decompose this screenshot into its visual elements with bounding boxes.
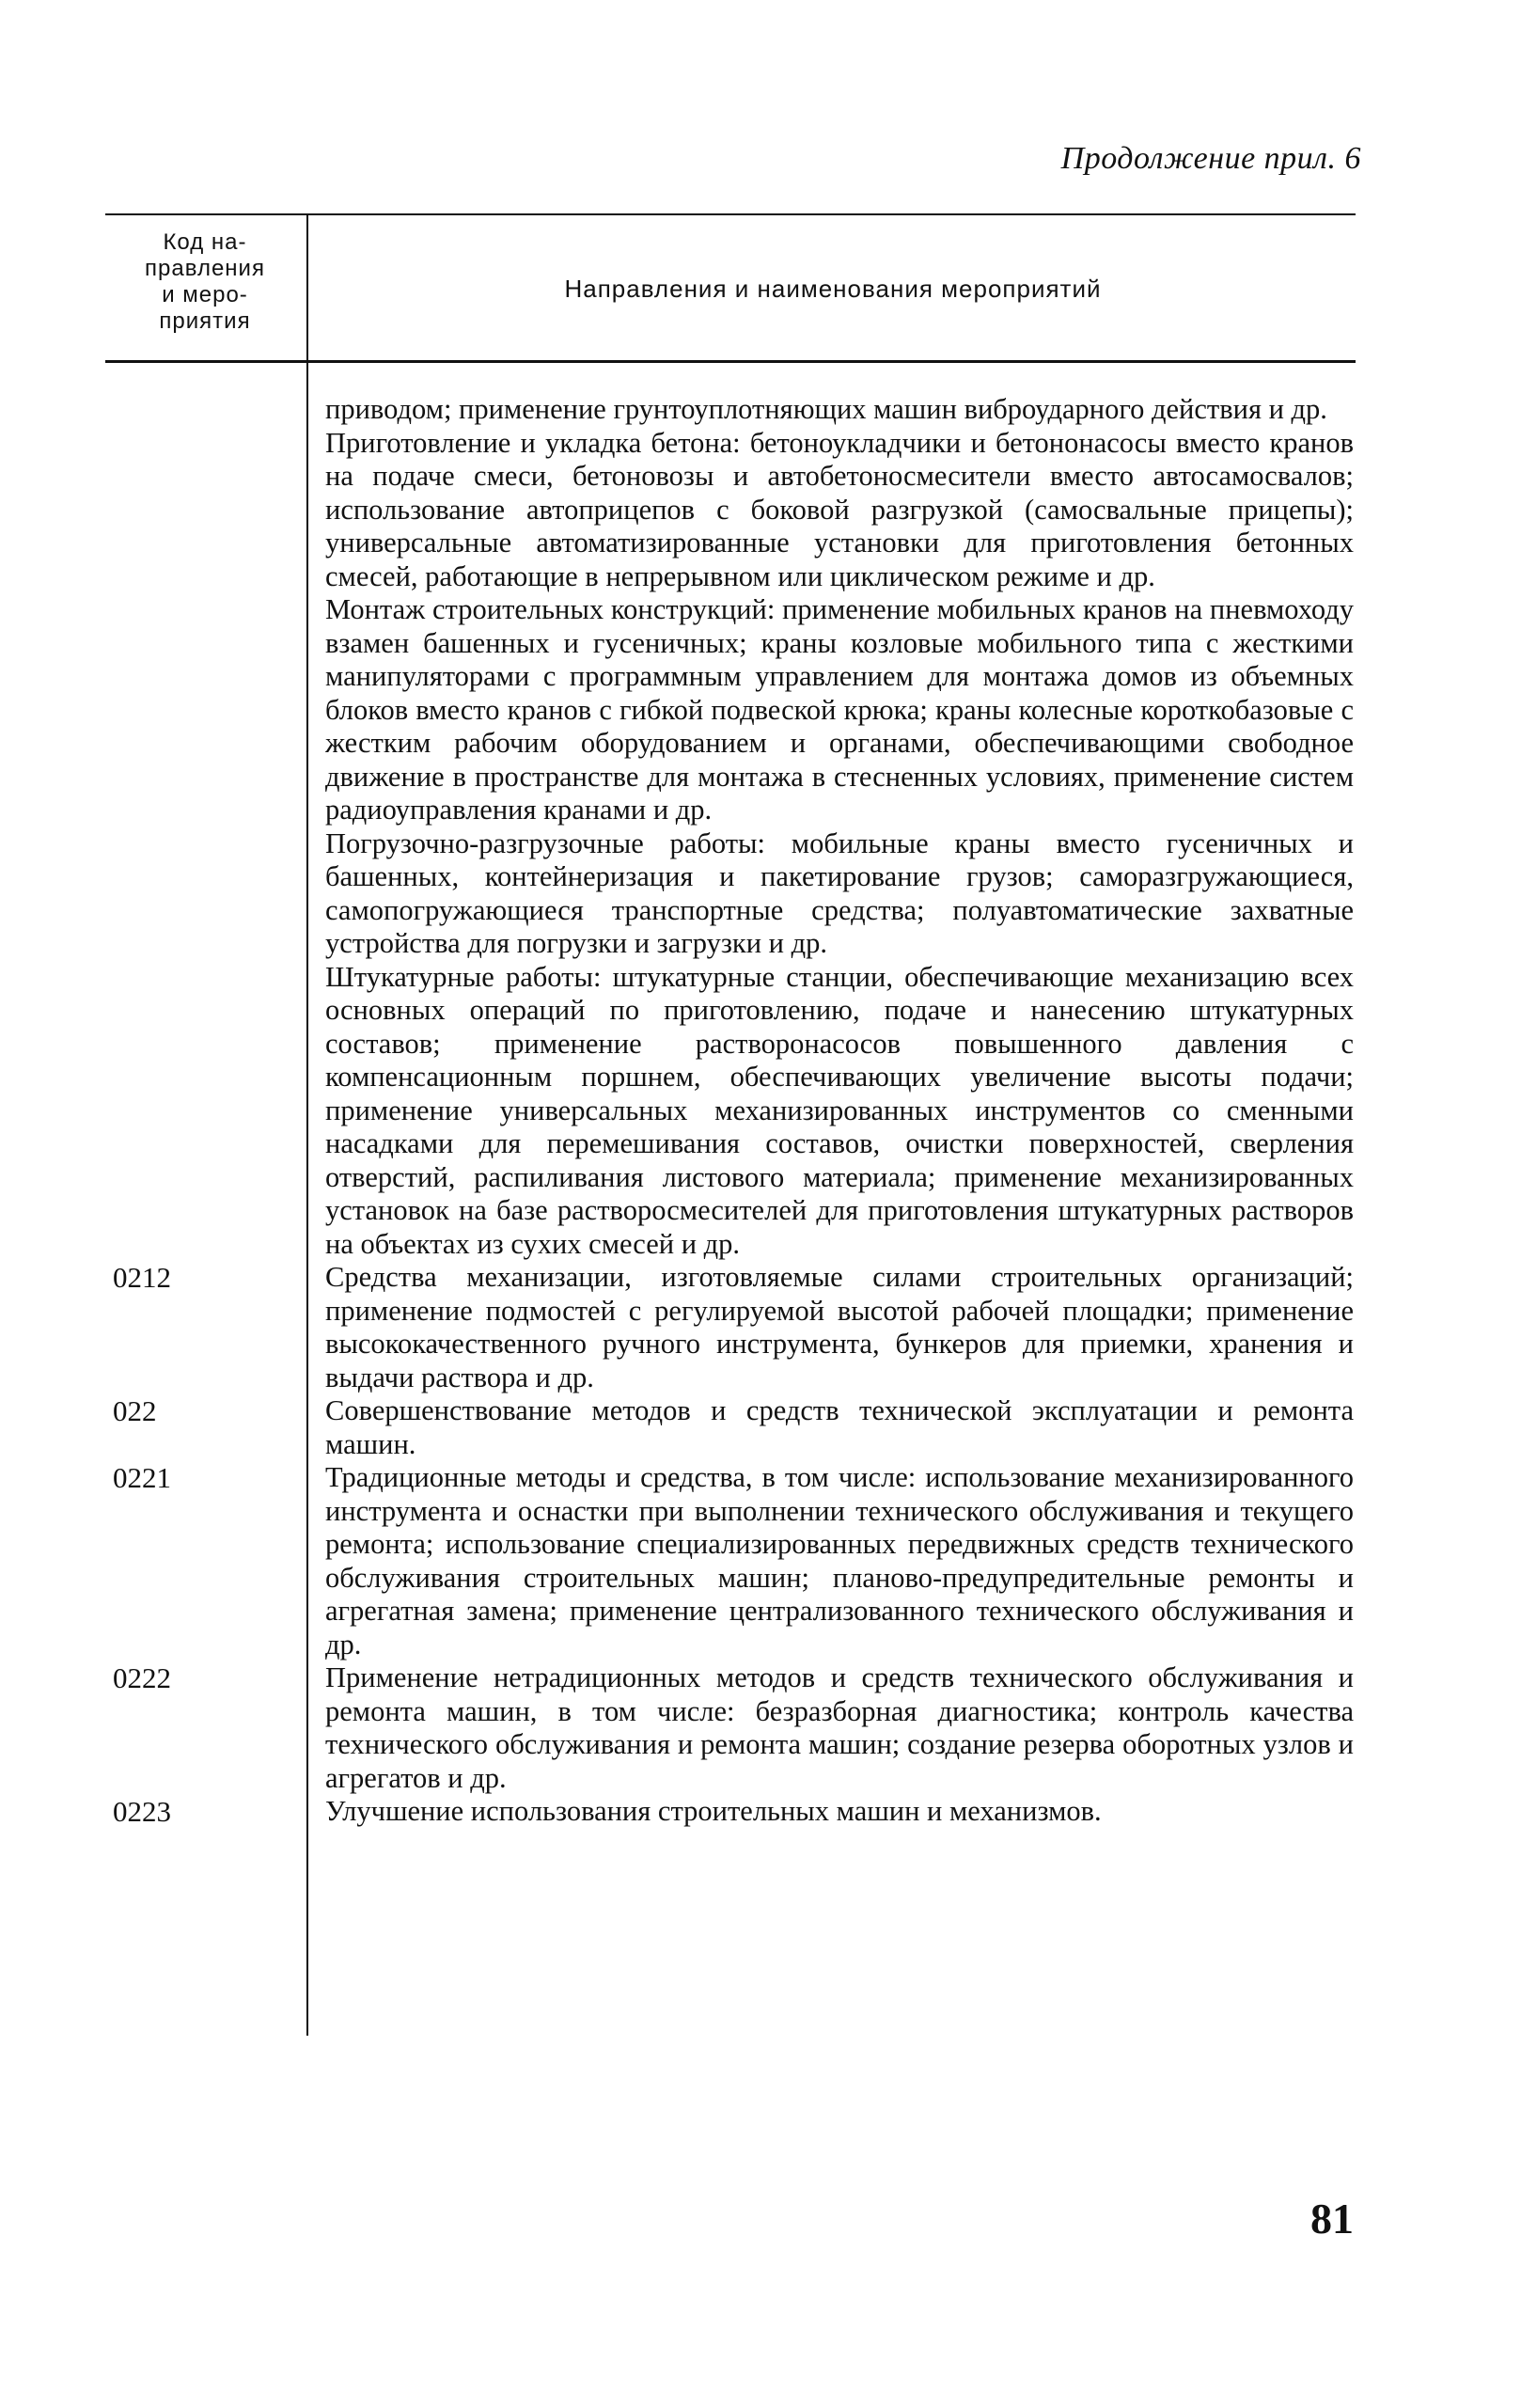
table-row (105, 393, 1356, 427)
table-row (105, 1461, 1356, 1661)
table-row (105, 427, 1356, 594)
header-code-column (105, 229, 305, 335)
row-text: приводом; применение грунтоуплотняющих машин виброударного действия и др. (325, 393, 1327, 425)
row-code: 0212 (113, 1261, 171, 1294)
table-row (105, 827, 1356, 961)
table-header-rule (105, 360, 1356, 363)
header-code-line: и меро- (162, 282, 248, 307)
table-top-rule (105, 213, 1356, 215)
row-code: 022 (113, 1394, 157, 1427)
header-code-line: приятия (159, 308, 251, 334)
table-row (105, 961, 1356, 1262)
row-text: Штукатурные работы: штукатурные станции, обеспечивающие механизацию всех основных операций по приготовлению, подаче и нанесению штукатурных составов; применение растворонасосов повышенного давления с компенсационным поршнем, обеспечивающих увеличение высоты подачи; применение универсальных механизированных инструментов со сменными насадками для перемешивания составов, очистки поверхностей, сверления отверстий, распиливания листового материала; применение механизированных установок на базе растворосмесителей для приготовления штукатурных растворов на объектах из сухих смесей и др. (325, 960, 1354, 1260)
header-code-line: Код на- (163, 229, 247, 255)
running-head: Продолжение прил. 6 (1060, 141, 1361, 176)
table-body (105, 393, 1356, 1829)
row-text: Совершенствование методов и средств технической эксплуатации и ремонта машин. (325, 1394, 1354, 1460)
table-row (105, 1394, 1356, 1461)
row-text: Применение нетрадиционных методов и средств технического обслуживания и ремонта машин, в том числе: безразборная диагностика; контроль качества технического обслуживания и ремонта машин; создание резерва оборотных узлов и агрегатов и др. (325, 1661, 1354, 1794)
row-text: Средства механизации, изготовляемые силами строительных организаций; применение подмостей с регулируемой высотой рабочей площадки; применение высококачественного ручного инструмента, бункеров для приемки, хранения и выдачи раствора и др. (325, 1261, 1354, 1393)
row-text: Приготовление и укладка бетона: бетоноукладчики и бетононасосы вместо кранов на подаче смеси, бетоновозы и автобетоносмесители вместо автосамосвалов; использование автоприцепов с боковой разгрузкой (самосвальные прицепы); универсальные автоматизированные установки для приготовления бетонных смесей, работающие в непрерывном или циклическом режиме и др. (325, 426, 1354, 592)
row-code: 0223 (113, 1795, 171, 1828)
row-code: 0221 (113, 1461, 171, 1494)
row-code: 0222 (113, 1661, 171, 1694)
page-number: 81 (1310, 2195, 1354, 2243)
header-title-column: Направления и наименования мероприятий (564, 275, 1102, 303)
row-text: Монтаж строительных конструкций: применение мобильных кранов на пневмоходу взамен башенных и гусеничных; краны козловые мобильного типа с жесткими манипуляторами с программным управлением для монтажа домов из объемных блоков вместо кранов с гибкой подвеской крюка; краны колесные короткобазовые с жестким рабочим оборудованием и органами, обеспечивающими свободное движение в пространстве для монтажа в стесненных условиях, применение систем радиоуправления кранами и др. (325, 593, 1354, 826)
table-row (105, 1795, 1356, 1829)
header-code-line: правления (145, 256, 265, 281)
row-text: Традиционные методы и средства, в том числе: использование механизированного инструмента и оснастки при выполнении технического обслуживания и текущего ремонта; использование специализированных передвижных средств технического обслуживания строительных машин; планово-предупредительные ремонты и агрегатная замена; применение централизованного технического обслуживания и др. (325, 1461, 1354, 1660)
table-row (105, 593, 1356, 827)
row-text: Погрузочно-разгрузочные работы: мобильные краны вместо гусеничных и башенных, контейнеризация и пакетирование грузов; саморазгружающиеся, самопогружающиеся транспортные средства; полуавтоматические захватные устройства для погрузки и загрузки и др. (325, 826, 1354, 959)
row-text: Улучшение использования строительных машин и механизмов. (325, 1795, 1102, 1827)
table-row (105, 1261, 1356, 1394)
table-row (105, 1661, 1356, 1795)
